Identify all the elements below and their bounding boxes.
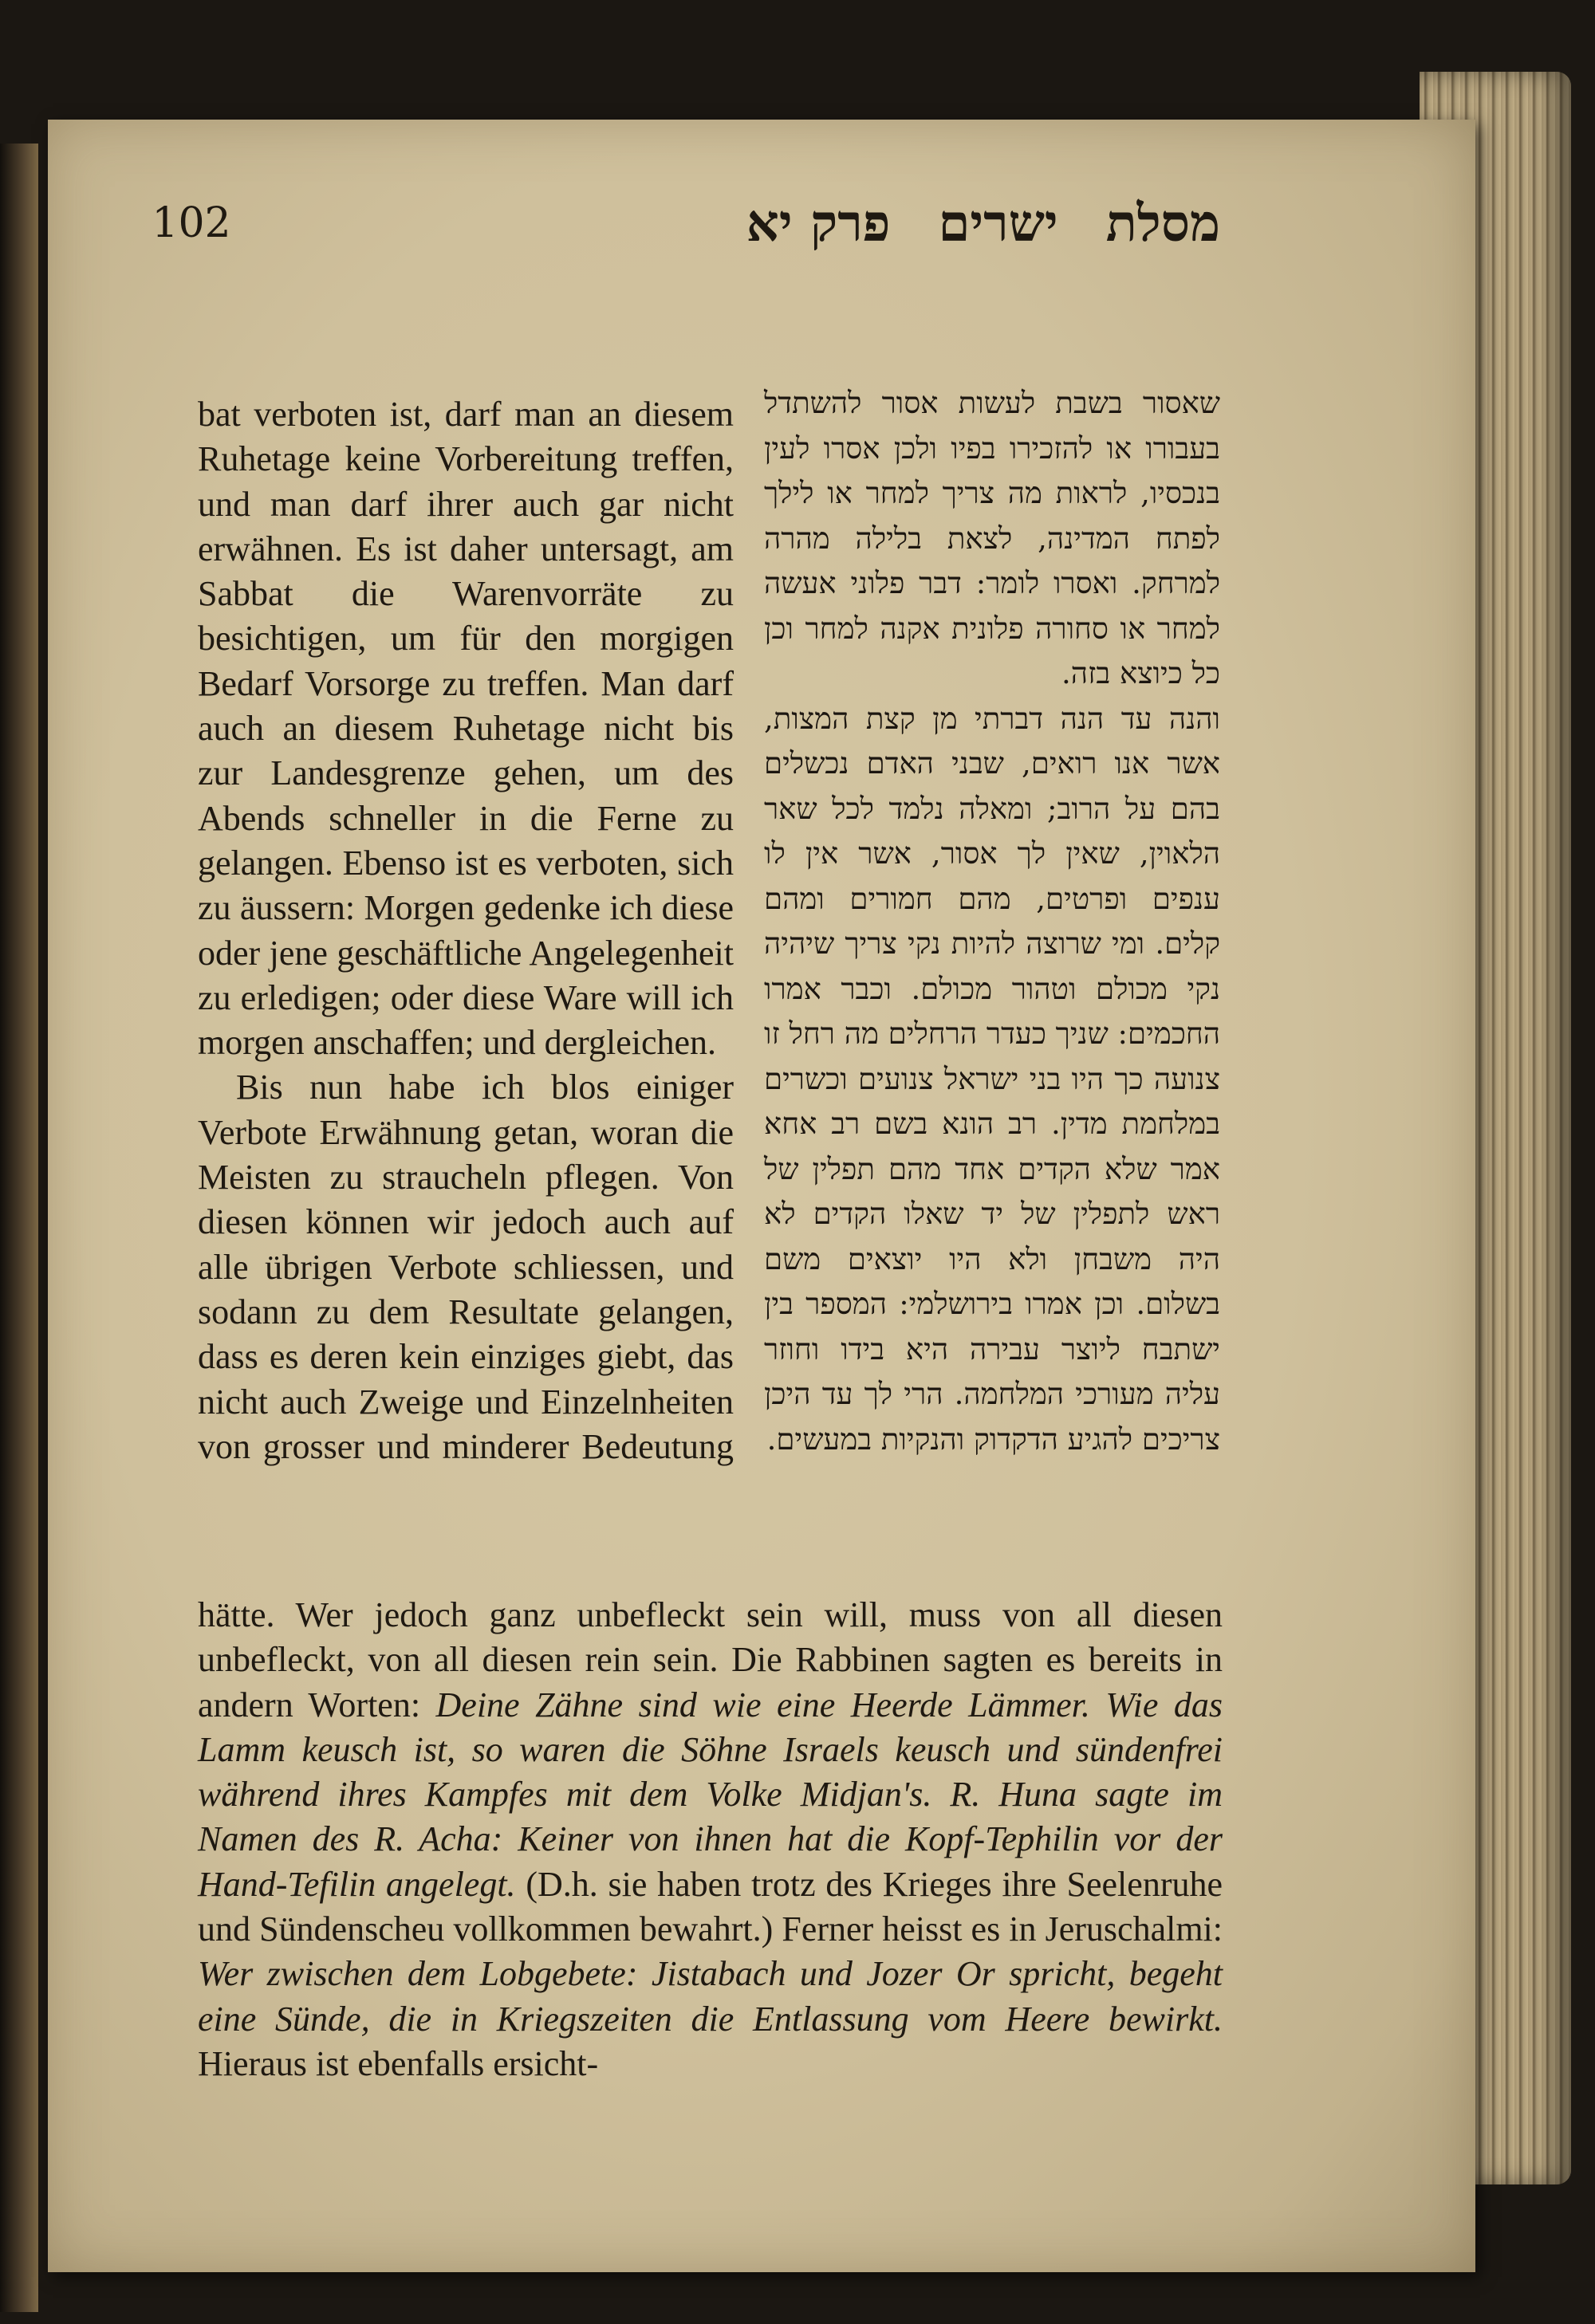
facing-page-edge (0, 144, 38, 2312)
title-word-mesillat: מסלת (1105, 193, 1220, 254)
hebrew-paragraph-1: שאסור בשבת לעשות אסור להשתדל בעבורו או להזכירו בפיו ולכן אסרו לעין בנכסיו, לראות מה צריך למחר או לילך לפתח המדינה, לצאת בלילה מהרה למרחק. ואסרו לומר: דבר פלוני אעשה למחר או סחורה פלונית אקנה למחר וכן כל כיוצא בזה. (764, 386, 1220, 690)
german-quote-2: Wer zwischen dem Lobgebete: Jistabach und Jozer Or spricht, begeht eine Sünde, die in Kriegszeiten die Entlassung vom Heere bewirkt. (198, 1954, 1223, 2039)
german-quote-1: Deine Zähne sind wie eine Heerde Lämmer. Wie das Lamm keusch ist, so waren die Söhne Israels keusch und sündenfrei während ihres Kampfes mit dem Volke Midjan's. R. Huna sagte im Namen des R. Acha: Keiner von ihnen hat die Kopf-Tephilin vor der Hand-Tefilin angelegt. (198, 1685, 1223, 1904)
german-column (198, 392, 734, 1612)
hebrew-column (764, 381, 1220, 1553)
title-word-yesharim: ישרים (938, 193, 1058, 254)
german-full-width-text (198, 1593, 1223, 2119)
page-number: 102 (152, 199, 231, 247)
hebrew-paragraph-2: והנה עד הנה דברתי מן קצת המצות, אשר אנו רואים, שבני האדם נכשלים בהם על הרוב; ומאלה נלמד לכל שאר הלאוין, שאין לך אסור, אשר אין לו ענפים ופרטים, מהם חמורים ומהם קלים. ומי שרוצה להיות נקי צריך שיהיה נקי מכולם וטהור מכולם. וכבר אמרו החכמים: שניך כעדר הרחלים מה רחל זו צנועה כך היו בני ישראל צנועים וכשרים במלחמת מדין. רב הונא בשם רב אחא אמר שלא הקדים אחד מהם תפלין של ראש לתפלין של יד שאלו הקדים לא היה משבחן ולא היו יוצאים משם בשלום. וכן אמרו בירושלמי: המספר בין ישתבח ליוצר עבירה היא בידו וחוזר עליה מעורכי המלחמה. הרי לך עד היכן צריכים להגיע הדקדוק והנקיות במעשים. (764, 701, 1220, 1457)
title-word-chapter: פרק יא (746, 193, 891, 254)
german-paragraph-2: Bis nun habe ich blos einiger Verbote Erwähnung getan, woran die Meisten zu straucheln pflegen. Von diesen können wir jedoch auch auf alle übrigen Verbote schliessen, und sodann zu dem Resultate gelangen, dass es deren kein einziges giebt, das nicht auch Zweige und Einzelnheiten von grosser und minderer Bedeutung (198, 1068, 734, 1466)
german-paragraph-1: bat verboten ist, darf man an diesem Ruhetage keine Vorbereitung treffen, und man darf ihrer auch gar nicht erwähnen. Es ist daher untersagt, am Sabbat die Warenvorräte zu besichtigen, um für den morgigen Bedarf Vorsorge zu treffen. Man darf auch an diesem Ruhetage nicht bis zur Landesgrenze gehen, um des Abends schneller in die Ferne zu gelangen. Ebenso ist es verboten, sich zu äussern: Morgen gedenke ich diese oder jene geschäftliche Angelegenheit zu erledigen; oder diese Ware will ich morgen anschaffen; und dergleichen. (198, 395, 734, 1063)
german-continuation-1: hätte. Wer jedoch ganz unbefleckt sein will, muss von all diesen unbefleckt, von all diesen rein sein. Die Rabbinen sagten es bereits in andern Worten: (198, 1595, 1223, 1724)
german-continuation-2: (D.h. sie haben trotz des Krieges ihre Seelenruhe und Sündenscheu vollkommen bewahrt.) Ferner heisst es in Jeruschalmi: (198, 1864, 1223, 1949)
running-header (144, 175, 1220, 287)
german-continuation-3: Hieraus ist ebenfalls ersicht- (198, 2043, 599, 2083)
running-title (263, 175, 1220, 271)
